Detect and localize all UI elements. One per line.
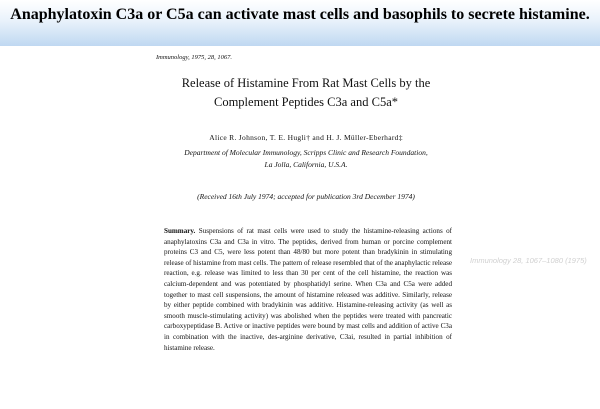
affiliation-line-1: Department of Molecular Immunology, Scripps Clinic and Research Foundation, bbox=[184, 148, 428, 157]
affiliation-line-2: La Jolla, California, U.S.A. bbox=[264, 160, 348, 169]
paper-title-line-1: Release of Histamine From Rat Mast Cells by the bbox=[181, 76, 431, 90]
paper-authors: Alice R. Johnson, T. E. Hugli† and H. J. Müller-Eberhard‡ bbox=[209, 133, 403, 142]
summary-paragraph bbox=[164, 226, 452, 353]
journal-reference: Immunology, 1975, 28, 1067. bbox=[156, 54, 233, 61]
paper-title bbox=[148, 74, 464, 112]
received-dates: (Received 16th July 1974; accepted for publication 3rd December 1974) bbox=[197, 192, 415, 201]
slide-title: Anaphylatoxin C3a or C5a can activate mast cells and basophils to secrete histamine. bbox=[10, 6, 590, 23]
citation-watermark: Immunology 28, 1067–1080 (1975) bbox=[470, 256, 587, 265]
paper-affiliation bbox=[148, 147, 464, 171]
slide-header bbox=[0, 0, 600, 46]
paper-page-image bbox=[148, 46, 464, 409]
summary-label: Summary. bbox=[164, 227, 196, 235]
paper-title-line-2: Complement Peptides C3a and C5a* bbox=[213, 95, 398, 109]
summary-text: Suspensions of rat mast cells were used to study the histamine-releasing actions of anaphylatoxins C3a and C3a in vitro. The peptides, derived from human or porcine complement proteins C3 and C5, were less potent than 48/80 but more potent than bradykinin in stimulating release of histamine from mast cells. The pattern of release resembled that of the anaphylactic release reaction, e.g. release was limited to less than 30 per cent of the cell histamine, the reaction was calcium-dependent and was potentiated by phosphatidyl serine. When C3a and C5a were added together to mast cell suspensions, the amount of histamine released was additive. Similarly, release by either peptide combined with bradykinin was additive. Histamine-releasing activity (as well as smooth muscle-stimulating activity) was abolished when the peptides were treated with pancreatic carboxypeptidase B. Active or inactive peptides were bound by mast cells and addition of active C3a in combination with the inactive, des-arginine derivative, C3ai, resulted in partial inhibition of histamine release. bbox=[164, 227, 453, 352]
